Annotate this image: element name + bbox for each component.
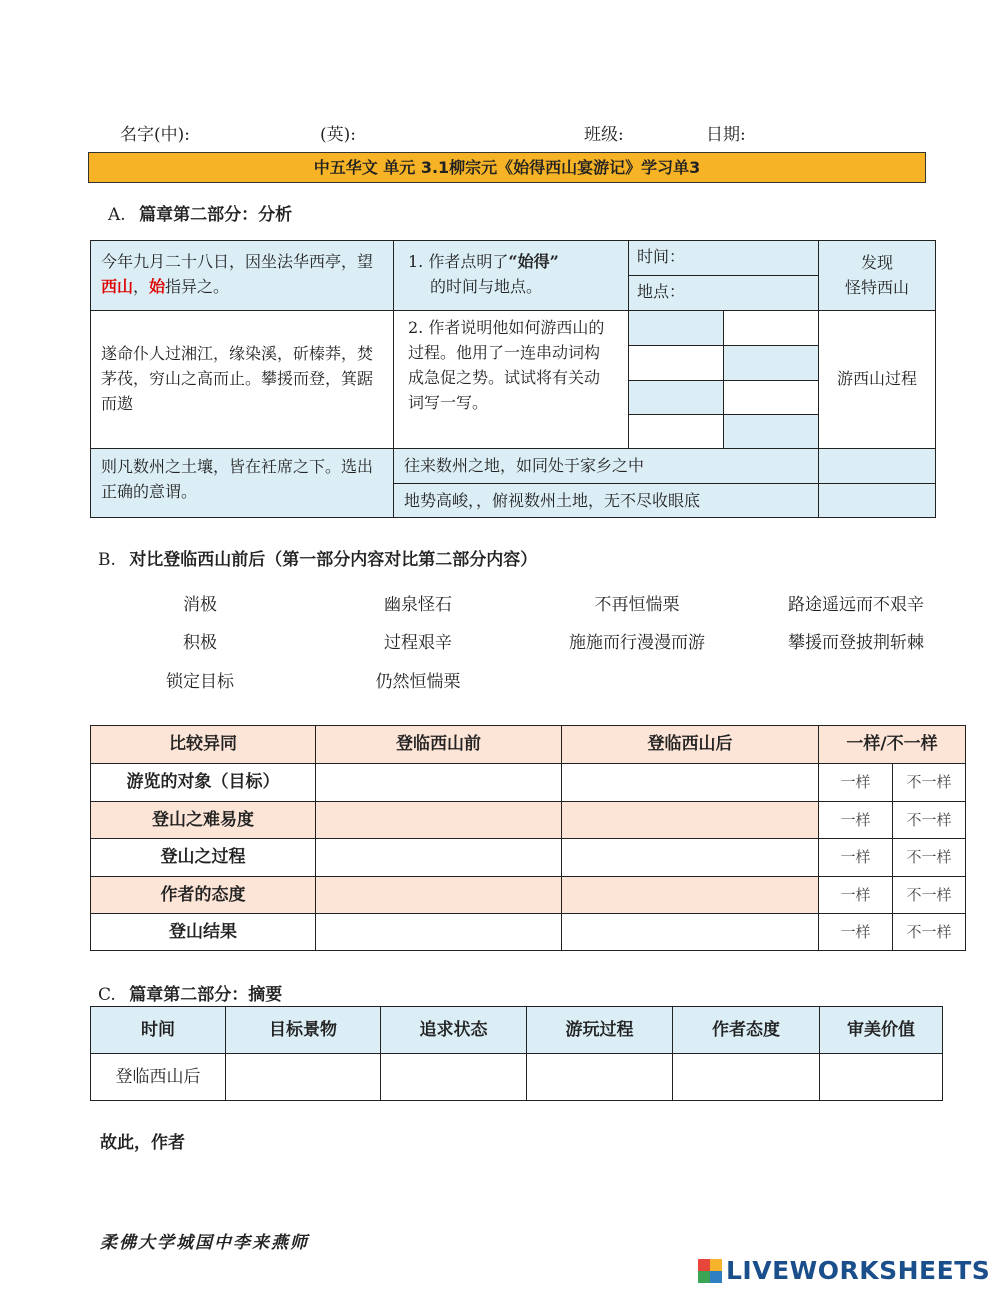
before-answer-field[interactable] xyxy=(315,801,562,839)
meaning-answer-box-2[interactable] xyxy=(818,483,936,518)
passage-cell-1: 今年九月二十八日，因坐法华西亭，望西山，始指异之。 xyxy=(90,240,394,311)
same-choice[interactable]: 一样 xyxy=(818,801,893,839)
verb-answer-field[interactable] xyxy=(723,414,819,449)
name-cn-label: 名字(中): xyxy=(120,125,190,145)
verb-answer-field[interactable] xyxy=(723,345,819,381)
liveworksheets-wordmark: LIVEWORKSHEETS xyxy=(726,1256,991,1285)
verb-answer-field[interactable] xyxy=(628,414,724,449)
different-choice[interactable]: 不一样 xyxy=(892,763,966,802)
summary-answer-field[interactable] xyxy=(819,1053,943,1101)
summary-answer-field[interactable] xyxy=(380,1053,527,1101)
comparison-row-label: 作者的态度 xyxy=(90,876,316,914)
after-answer-field[interactable] xyxy=(561,838,819,877)
summary-answer-field[interactable] xyxy=(225,1053,381,1101)
summary-row-label: 登临西山后 xyxy=(90,1053,226,1101)
comparison-row-label: 登山之过程 xyxy=(90,838,316,877)
after-answer-field[interactable] xyxy=(561,763,819,802)
place-answer-field[interactable]: 地点： xyxy=(628,275,819,311)
different-choice[interactable]: 不一样 xyxy=(892,876,966,914)
meaning-option-2[interactable]: 地势高峻，，俯视数州土地，无不尽收眼底 xyxy=(393,483,819,518)
verb-answer-field[interactable] xyxy=(723,380,819,415)
after-answer-field[interactable] xyxy=(561,801,819,839)
time-answer-field[interactable]: 时间： xyxy=(628,240,819,276)
liveworksheets-logo-icon xyxy=(698,1259,722,1283)
liveworksheets-logo xyxy=(698,1256,990,1285)
comparison-header: 一样/不一样 xyxy=(818,725,966,764)
passage-cell-2: 遂命仆人过湘江，缘染溪，斫榛莽，焚茅茷，穷山之高而止。攀援而登，箕踞而遨 xyxy=(90,310,394,449)
word-bank-item[interactable]: 幽泉怪石 xyxy=(384,595,452,615)
tag-process: 游西山过程 xyxy=(818,310,936,449)
comparison-row-label: 游览的对象（目标） xyxy=(90,763,316,802)
before-answer-field[interactable] xyxy=(315,913,562,951)
summary-header: 作者态度 xyxy=(672,1006,820,1054)
before-answer-field[interactable] xyxy=(315,763,562,802)
word-bank-item[interactable]: 不再恒惴栗 xyxy=(594,595,680,615)
before-answer-field[interactable] xyxy=(315,838,562,877)
word-bank-item[interactable]: 攀援而登披荆斩棘 xyxy=(788,633,924,653)
question-cell-1: 1. 作者点明了“始得” 的时间与地点。 xyxy=(393,240,629,311)
word-bank-item[interactable]: 仍然恒惴栗 xyxy=(375,672,461,692)
meaning-option-1[interactable]: 往来数州之地，如同处于家乡之中 xyxy=(393,448,819,484)
name-en-label: (英): xyxy=(320,125,356,145)
verb-answer-field[interactable] xyxy=(628,380,724,415)
comparison-header: 登临西山后 xyxy=(561,725,819,764)
section-c-title: C. 篇章第二部分：摘要 xyxy=(98,985,283,1005)
teacher-credit: 柔佛大学城国中李来燕师 xyxy=(100,1233,309,1253)
word-bank-item[interactable]: 施施而行漫漫而游 xyxy=(569,633,705,653)
passage-cell-3: 则凡数州之土壤，皆在衽席之下。选出正确的意谓。 xyxy=(90,448,394,518)
verb-answer-field[interactable] xyxy=(628,310,724,346)
meaning-answer-box-1[interactable] xyxy=(818,448,936,484)
comparison-header: 比较异同 xyxy=(90,725,316,764)
same-choice[interactable]: 一样 xyxy=(818,763,893,802)
comparison-header: 登临西山前 xyxy=(315,725,562,764)
word-bank-item[interactable]: 消极 xyxy=(183,595,217,615)
word-bank-item[interactable]: 过程艰辛 xyxy=(384,633,452,653)
different-choice[interactable]: 不一样 xyxy=(892,913,966,951)
verb-answer-field[interactable] xyxy=(723,310,819,346)
same-choice[interactable]: 一样 xyxy=(818,876,893,914)
summary-header: 目标景物 xyxy=(225,1006,381,1054)
after-answer-field[interactable] xyxy=(561,913,819,951)
word-bank-item[interactable]: 积极 xyxy=(183,633,217,653)
summary-header: 追求状态 xyxy=(380,1006,527,1054)
summary-answer-field[interactable] xyxy=(526,1053,673,1101)
question-cell-2: 2. 作者说明他如何游西山的过程。他用了一连串动词构成急促之势。试试将有关动词写一写。 xyxy=(393,310,629,449)
comparison-row-label: 登山之难易度 xyxy=(90,801,316,839)
before-answer-field[interactable] xyxy=(315,876,562,914)
summary-header: 时间 xyxy=(90,1006,226,1054)
comparison-row-label: 登山结果 xyxy=(90,913,316,951)
same-choice[interactable]: 一样 xyxy=(818,838,893,877)
summary-header: 审美价值 xyxy=(819,1006,943,1054)
tag-discover: 发现 怪特西山 xyxy=(818,240,936,311)
summary-header: 游玩过程 xyxy=(526,1006,673,1054)
word-bank-item[interactable]: 路途遥远而不艰辛 xyxy=(788,595,924,615)
worksheet-title-banner: 中五华文 单元 3.1柳宗元《始得西山宴游记》学习单3 xyxy=(88,152,926,183)
word-bank-item[interactable]: 锁定目标 xyxy=(166,672,234,692)
date-label: 日期: xyxy=(706,125,746,145)
different-choice[interactable]: 不一样 xyxy=(892,838,966,877)
section-a-title: A. 篇章第二部分：分析 xyxy=(108,205,293,225)
after-answer-field[interactable] xyxy=(561,876,819,914)
different-choice[interactable]: 不一样 xyxy=(892,801,966,839)
class-label: 班级: xyxy=(584,125,624,145)
conclusion-prompt: 故此，作者 xyxy=(100,1133,185,1153)
verb-answer-field[interactable] xyxy=(628,345,724,381)
summary-answer-field[interactable] xyxy=(672,1053,820,1101)
same-choice[interactable]: 一样 xyxy=(818,913,893,951)
section-b-title: B. 对比登临西山前后（第一部分内容对比第二部分内容） xyxy=(98,550,538,570)
